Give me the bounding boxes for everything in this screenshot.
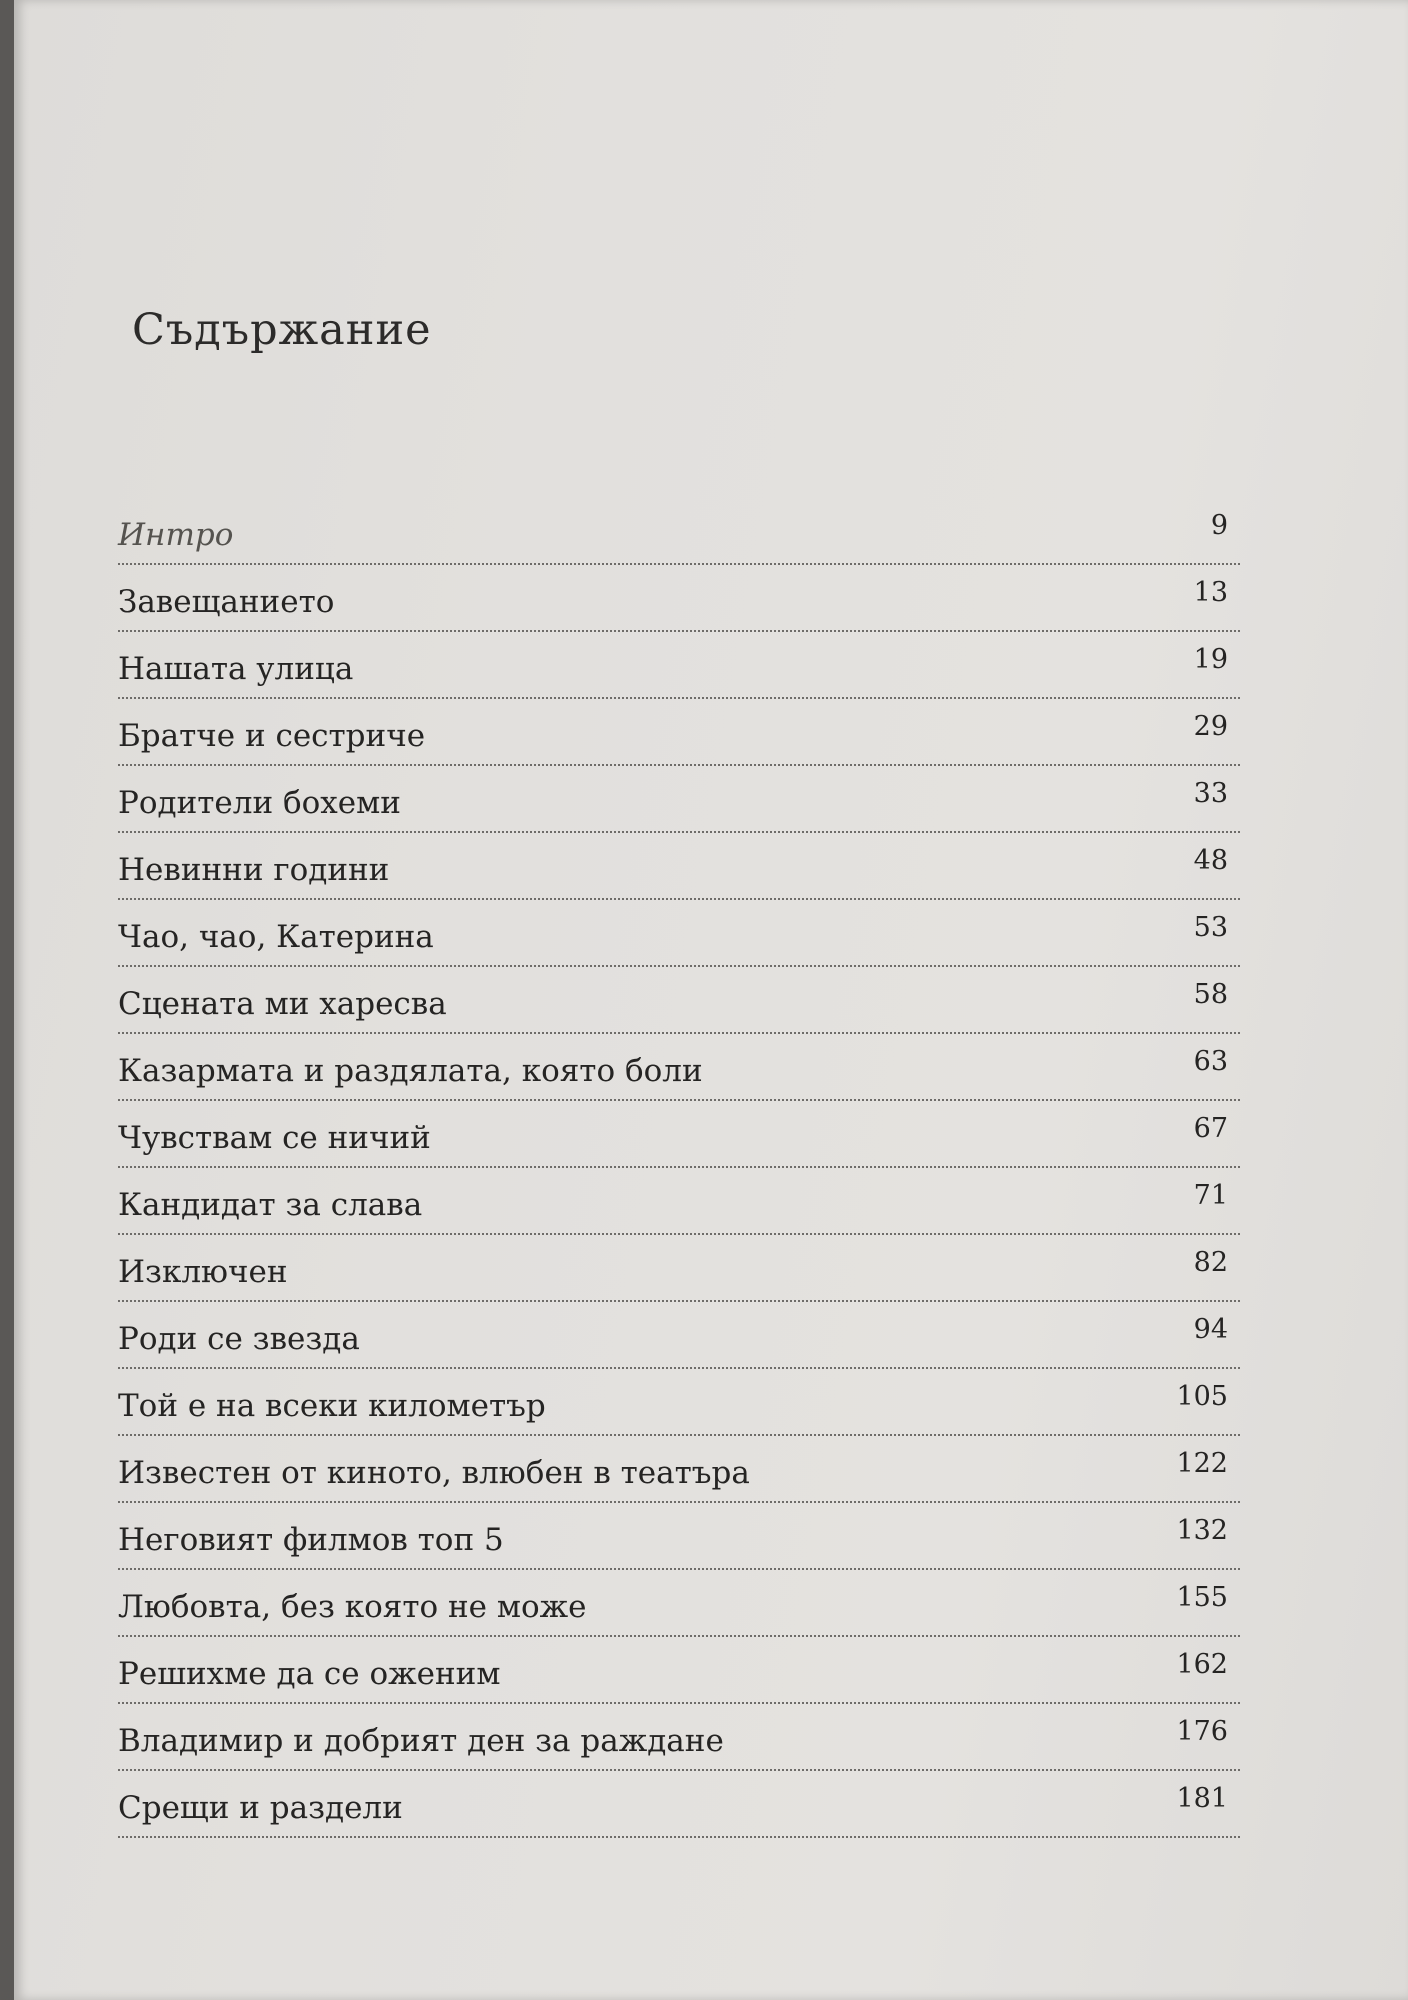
toc-entry [118,833,1240,900]
toc-entry [118,1168,1240,1235]
toc-entry-title: Той е на всеки километър [118,1388,546,1424]
toc-entry-title: Неговият филмов топ 5 [118,1522,504,1558]
toc-entry-title: Невинни години [118,852,390,888]
toc-entry-title: Чао, чао, Катерина [118,919,434,955]
toc-entry-title: Известен от киното, влюбен в театъра [118,1455,750,1491]
toc-entry [118,1637,1240,1704]
table-of-contents [118,498,1240,1838]
toc-entry-title: Чувствам се ничий [118,1120,431,1156]
toc-entry-page-number: 132 [1176,1515,1228,1546]
toc-entry [118,565,1240,632]
book-page [14,0,1408,2000]
toc-entry-page-number: 94 [1193,1314,1228,1345]
toc-entry-title: Братче и сестриче [118,718,426,754]
toc-entry-page-number: 13 [1193,577,1228,608]
toc-entry-title: Срещи и раздели [118,1790,403,1826]
toc-entry-title: Казармата и раздялата, която боли [118,1053,703,1089]
toc-entry-page-number: 58 [1193,979,1228,1010]
toc-entry-page-number: 105 [1176,1381,1228,1412]
toc-entry-title: Сцената ми харесва [118,986,447,1022]
toc-entry [118,766,1240,833]
toc-entry [118,900,1240,967]
toc-entry [118,1436,1240,1503]
toc-entry-page-number: 71 [1193,1180,1228,1211]
toc-entry [118,632,1240,699]
toc-entry-title: Изключен [118,1254,288,1290]
toc-entry-page-number: 82 [1193,1247,1228,1278]
toc-entry-title: Кандидат за слава [118,1187,423,1223]
toc-entry-title: Роди се звезда [118,1321,360,1357]
toc-entry [118,1704,1240,1771]
toc-entry-page-number: 33 [1193,778,1228,809]
toc-entry-page-number: 53 [1193,912,1228,943]
toc-entry-title: Владимир и добрият ден за раждане [118,1723,724,1759]
toc-entry [118,1235,1240,1302]
toc-entry-title: Родители бохеми [118,785,401,821]
toc-entry [118,1302,1240,1369]
toc-entry [118,1771,1240,1838]
toc-entry-page-number: 63 [1193,1046,1228,1077]
toc-entry-title: Нашата улица [118,651,354,687]
toc-entry-title: Интро [118,517,234,553]
toc-entry [118,699,1240,766]
toc-entry-page-number: 29 [1193,711,1228,742]
toc-entry-page-number: 67 [1193,1113,1228,1144]
toc-entry [118,1369,1240,1436]
toc-entry-page-number: 48 [1193,845,1228,876]
toc-entry [118,1034,1240,1101]
toc-entry-page-number: 162 [1176,1649,1228,1680]
toc-entry [118,967,1240,1034]
contents-heading: Съдържание [132,305,432,355]
toc-entry-page-number: 155 [1176,1582,1228,1613]
toc-entry-title: Любовта, без която не може [118,1589,587,1625]
toc-entry [118,1570,1240,1637]
toc-entry [118,1101,1240,1168]
toc-entry [118,1503,1240,1570]
toc-entry-page-number: 176 [1176,1716,1228,1747]
toc-entry-page-number: 122 [1176,1448,1228,1479]
toc-entry-page-number: 9 [1210,510,1228,541]
toc-entry-page-number: 19 [1193,644,1228,675]
toc-entry-page-number: 181 [1176,1783,1228,1814]
toc-entry-title: Решихме да се оженим [118,1656,501,1692]
toc-entry [118,498,1240,565]
toc-entry-title: Завещанието [118,584,335,620]
